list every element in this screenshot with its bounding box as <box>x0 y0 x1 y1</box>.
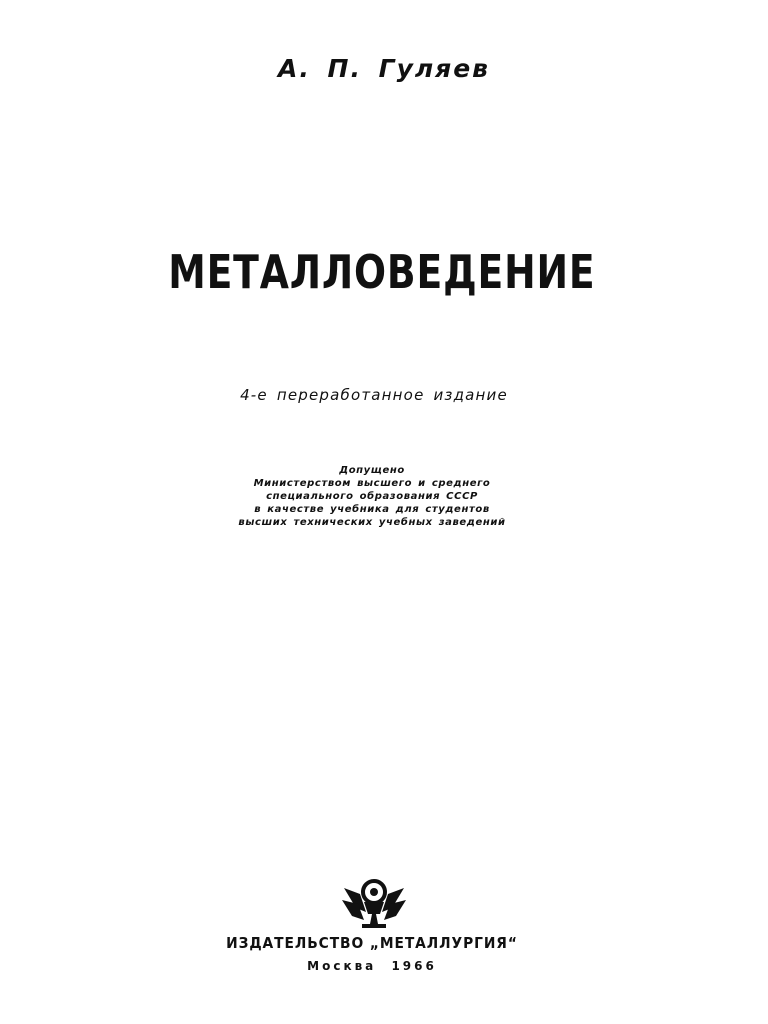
city-and-year: Москва 1966 <box>307 959 437 973</box>
approval-line: Министерством высшего и среднего <box>253 478 491 489</box>
edition-note: 4-е переработанное издание <box>240 386 508 404</box>
approval-statement <box>0 464 744 529</box>
publisher-emblem-icon <box>342 878 406 930</box>
approval-line: в качестве учебника для студентов <box>254 504 490 515</box>
author-name: А. П. Гуляев <box>277 54 491 83</box>
approval-line: высших технических учебных заведений <box>238 517 506 528</box>
publisher-name: ИЗДАТЕЛЬСТВО „МЕТАЛЛУРГИЯ“ <box>226 934 518 952</box>
book-title: МЕТАЛЛОВЕДЕНИЕ <box>168 245 596 299</box>
approval-line: специального образования СССР <box>266 491 478 502</box>
approval-line: Допущено <box>339 465 405 476</box>
